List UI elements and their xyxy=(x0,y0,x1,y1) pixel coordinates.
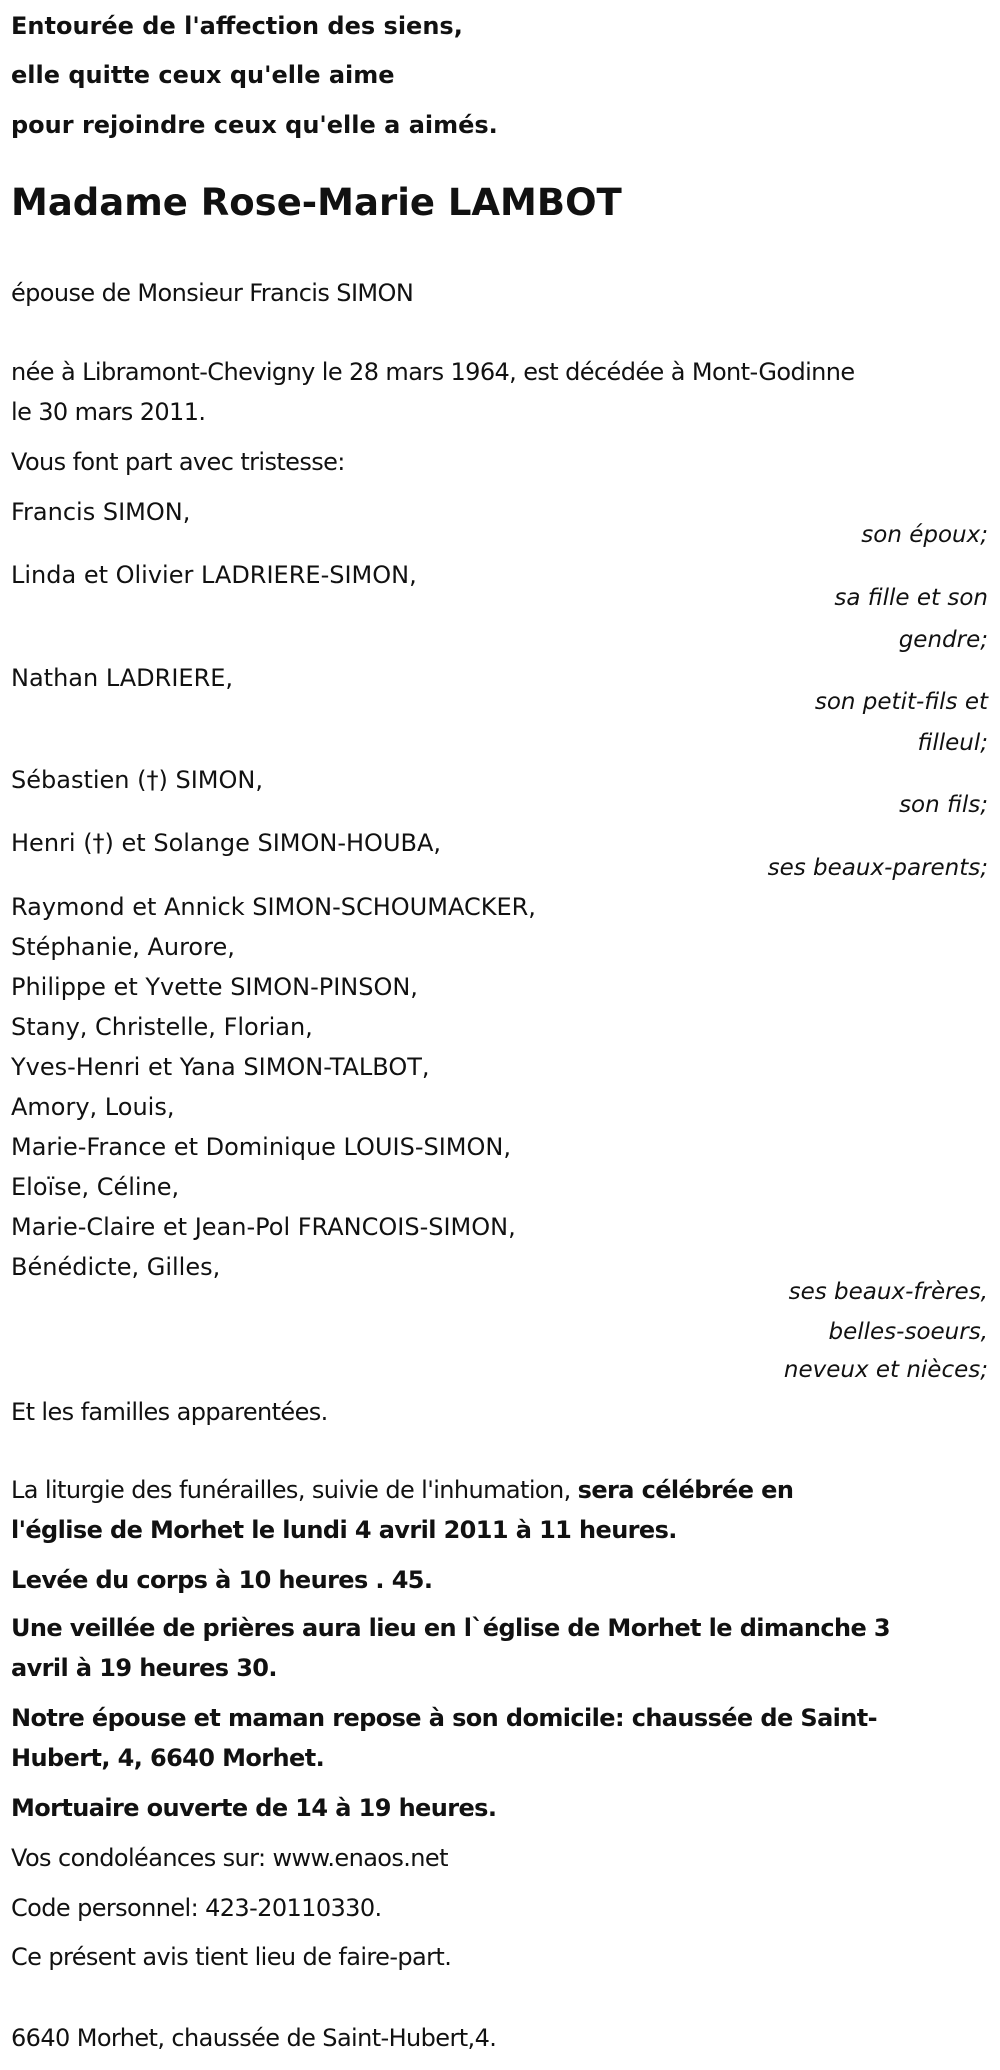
code-line: Code personnel: 423-20110330. xyxy=(11,1894,382,1922)
extended-family-line: Philippe et Yvette SIMON-PINSON, xyxy=(11,973,418,1001)
condolences-line: Vos condoléances sur: www.enaos.net xyxy=(11,1844,448,1872)
notice-line: Ce présent avis tient lieu de faire-part. xyxy=(11,1943,452,1971)
extended-family-line: Raymond et Annick SIMON-SCHOUMACKER, xyxy=(11,893,536,921)
ceremony-line-1 xyxy=(11,1470,793,1510)
ceremony-text-bold: sera célébrée en xyxy=(577,1476,794,1504)
birth-death-line-1: née à Libramont-Chevigny le 28 mars 1964, est décédée à Mont-Godinne xyxy=(11,358,855,386)
rest-line-1: Notre épouse et maman repose à son domicile: chaussée de Saint- xyxy=(11,1704,878,1732)
family-names-2: Linda et Olivier LADRIERE-SIMON, xyxy=(11,561,417,589)
family-relation-2b: gendre; xyxy=(898,627,988,653)
intro-line: Vous font part avec tristesse: xyxy=(11,448,345,476)
epigraph-line-2: elle quitte ceux qu'elle aime xyxy=(11,61,395,89)
rest-line-2: Hubert, 4, 6640 Morhet. xyxy=(11,1744,325,1772)
epigraph-line-3: pour rejoindre ceux qu'elle a aimés. xyxy=(11,111,498,139)
extended-relation-2: belles-soeurs, xyxy=(828,1319,988,1345)
extended-family-line: Stéphanie, Aurore, xyxy=(11,933,235,961)
family-names-5: Henri (†) et Solange SIMON-HOUBA, xyxy=(11,829,442,857)
family-relation-3a: son petit-fils et xyxy=(814,689,988,715)
extended-family-line: Bénédicte, Gilles, xyxy=(11,1253,221,1281)
extended-relation-3: neveux et nièces; xyxy=(783,1357,988,1383)
extended-family-line: Amory, Louis, xyxy=(11,1093,175,1121)
extended-family-line: Yves-Henri et Yana SIMON-TALBOT, xyxy=(11,1053,430,1081)
epigraph-line-1: Entourée de l'affection des siens, xyxy=(11,12,463,40)
extended-family-line: Eloïse, Céline, xyxy=(11,1173,180,1201)
ceremony-text-regular: La liturgie des funérailles, suivie de l'inhumation, xyxy=(11,1476,578,1504)
family-relation-3b: filleul; xyxy=(917,730,988,756)
family-names-4: Sébastien (†) SIMON, xyxy=(11,766,263,794)
family-relation-4: son fils; xyxy=(899,792,988,818)
vigil-line-2: avril à 19 heures 30. xyxy=(11,1654,277,1682)
families-line: Et les familles apparentées. xyxy=(11,1398,328,1426)
spouse-line: épouse de Monsieur Francis SIMON xyxy=(11,279,414,307)
family-relation-5: ses beaux-parents; xyxy=(767,855,988,881)
family-relation-1: son époux; xyxy=(861,522,988,548)
birth-death-line-2: le 30 mars 2011. xyxy=(11,398,206,426)
vigil-line-1: Une veillée de prières aura lieu en l`église de Morhet le dimanche 3 xyxy=(11,1614,891,1642)
family-names-1: Francis SIMON, xyxy=(11,498,191,526)
mortuary-line: Mortuaire ouverte de 14 à 19 heures. xyxy=(11,1794,497,1822)
family-names-3: Nathan LADRIERE, xyxy=(11,664,234,692)
extended-family-line: Marie-France et Dominique LOUIS-SIMON, xyxy=(11,1133,511,1161)
extended-family-line: Stany, Christelle, Florian, xyxy=(11,1013,313,1041)
extended-family-line: Marie-Claire et Jean-Pol FRANCOIS-SIMON, xyxy=(11,1213,516,1241)
ceremony-line-2: l'église de Morhet le lundi 4 avril 2011 à 11 heures. xyxy=(11,1516,677,1544)
extended-relation-1: ses beaux-frères, xyxy=(788,1279,988,1305)
family-relation-2a: sa fille et son xyxy=(834,585,988,611)
levee-line: Levée du corps à 10 heures . 45. xyxy=(11,1566,433,1594)
address-line: 6640 Morhet, chaussée de Saint-Hubert,4. xyxy=(11,2024,497,2052)
deceased-name-title: Madame Rose-Marie LAMBOT xyxy=(11,181,622,224)
